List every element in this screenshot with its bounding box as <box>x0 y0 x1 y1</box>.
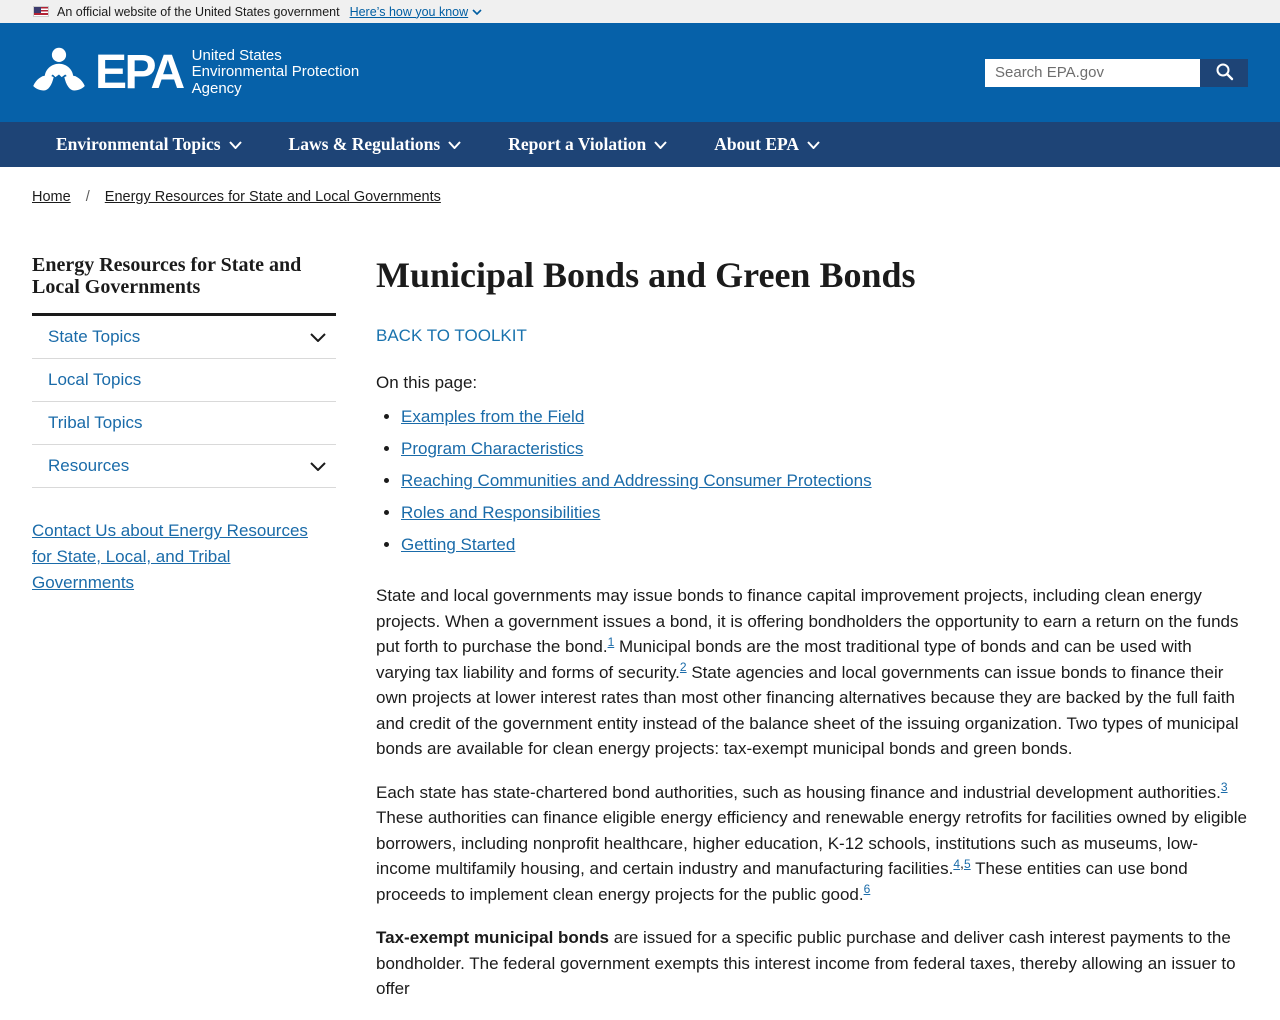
tagline-line: Agency <box>191 79 242 97</box>
nav-item-label: About EPA <box>714 134 800 154</box>
nav-item-environmental-topics[interactable] <box>56 134 242 155</box>
nav-item-label: Environmental Topics <box>56 134 221 154</box>
page-title: Municipal Bonds and Green Bonds <box>376 255 916 295</box>
sidebar-item-label: Resources <box>48 456 130 475</box>
footnote-refs <box>680 659 687 675</box>
toc-link-reaching-communities-and-addressing-consumer-protections[interactable]: Reaching Communities and Addressing Consumer Protections <box>401 471 872 491</box>
sidebar-item-resources <box>32 445 336 488</box>
footnote-refs <box>1221 779 1228 795</box>
toc-item <box>401 439 1248 459</box>
sidebar-title: Energy Resources for State and Local Governments <box>32 254 302 298</box>
breadcrumb-home-link[interactable]: Home <box>32 189 71 205</box>
tagline-line: United States <box>191 46 282 64</box>
sidebar-item-tribal-topics <box>32 402 336 445</box>
footnote-refs <box>864 881 871 897</box>
sidebar-item-local-topics <box>32 359 336 402</box>
epa-wordmark: EPA <box>95 45 183 99</box>
footnote-link-4[interactable]: 4 <box>953 856 961 871</box>
footnote-refs: 4,5 <box>953 855 971 872</box>
epa-flower-icon <box>32 46 86 99</box>
nav-item-label: Laws & Regulations <box>288 134 441 154</box>
sidebar-item-label: State Topics <box>48 327 141 346</box>
sidebar-item-label: Local Topics <box>48 370 142 389</box>
toc-link-getting-started[interactable]: Getting Started <box>401 535 516 555</box>
article-body <box>376 583 1248 1002</box>
banner-link-label: Here’s how you know <box>349 4 469 19</box>
content-area <box>0 205 1280 1020</box>
search-input[interactable] <box>985 59 1200 87</box>
site-header <box>0 23 1280 122</box>
contact-us-link[interactable]: Contact Us about Energy Resources for State, Local, and Tribal Governments <box>32 521 308 592</box>
epa-tagline <box>192 48 360 98</box>
sidebar-item-state-topics <box>32 316 336 359</box>
chevron-down-icon <box>807 141 820 149</box>
back-to-toolkit-link[interactable]: BACK TO TOOLKIT <box>376 326 527 346</box>
primary-nav <box>0 122 1280 167</box>
breadcrumb-current-link[interactable]: Energy Resources for State and Local Governments <box>104 189 441 205</box>
sidebar-nav-list <box>32 313 336 488</box>
nav-item-report-a-violation[interactable] <box>508 134 667 155</box>
paragraph: Tax-exempt municipal bonds are issued for a specific public purchase and deliver cash interest payments to the bondholder. The federal government exempts this interest income from federal taxes, thereby allowing an issuer to offer <box>376 928 1236 999</box>
chevron-down-icon <box>310 462 326 471</box>
paragraph: State and local governments may issue bonds to finance capital improvement projects, including clean energy projects. When a government issues a bond, it is offering bondholders the opportunity to earn a return on the funds put forth to purchase the bond.$^1$ Municipal bonds are the most traditional type of bonds and can be used with varying tax liability and forms of security.$^2$ State agencies and local governments can issue bonds to finance their own projects at lower interest rates than most other financing alternatives because they are backed by the full faith and credit of the government entity instead of the balance sheet of the issuing organization. Two types of municipal bonds are available for clean energy projects: tax-exempt municipal bonds and green bonds. <box>376 586 1239 759</box>
epa-logo[interactable] <box>32 46 359 99</box>
toc-link-program-characteristics[interactable]: Program Characteristics <box>401 439 584 459</box>
on-this-page-list <box>376 407 1248 555</box>
us-flag-icon <box>33 6 49 17</box>
footnote-link-3[interactable]: 3 <box>1220 780 1228 795</box>
footnote-link-6[interactable]: 6 <box>863 882 871 897</box>
sidebar-link-local-topics[interactable] <box>32 359 336 401</box>
main-content <box>376 255 1248 1020</box>
chevron-down-icon <box>472 9 482 15</box>
toc-item <box>401 503 1248 523</box>
footnote-refs <box>608 634 615 650</box>
footnote-link-5[interactable]: 5 <box>963 856 971 871</box>
toc-link-examples-from-the-field[interactable]: Examples from the Field <box>401 407 585 427</box>
sidebar-link-state-topics[interactable] <box>32 316 336 358</box>
sidebar <box>32 255 336 596</box>
toc-link-roles-and-responsibilities[interactable]: Roles and Responsibilities <box>401 503 601 523</box>
banner-text: An official website of the United States government <box>57 4 340 19</box>
gov-banner <box>0 0 1280 23</box>
breadcrumb-separator: / <box>85 189 90 205</box>
nav-item-about-epa[interactable] <box>714 134 820 155</box>
search-button[interactable] <box>1200 59 1248 87</box>
footnote-link-2[interactable]: 2 <box>679 660 687 675</box>
nav-item-label: Report a Violation <box>508 134 647 154</box>
tagline-line: Environmental Protection <box>191 63 360 81</box>
chevron-down-icon <box>654 141 667 149</box>
sidebar-link-resources[interactable] <box>32 445 336 487</box>
chevron-down-icon <box>229 141 242 149</box>
sidebar-link-tribal-topics[interactable] <box>32 402 336 444</box>
sidebar-item-label: Tribal Topics <box>48 413 143 432</box>
chevron-down-icon <box>310 333 326 342</box>
toc-item <box>401 407 1248 427</box>
footnote-link-1[interactable]: 1 <box>607 634 615 649</box>
on-this-page-label: On this page: <box>376 373 478 393</box>
toc-item <box>401 471 1248 491</box>
breadcrumb <box>0 167 1280 205</box>
chevron-down-icon <box>448 141 461 149</box>
heres-how-you-know-link[interactable] <box>350 5 483 19</box>
nav-item-laws-regulations[interactable] <box>289 134 462 155</box>
site-search <box>985 59 1248 87</box>
toc-item <box>401 535 1248 555</box>
bold-lead: Tax-exempt municipal bonds <box>376 928 610 948</box>
paragraph: Each state has state-chartered bond authorities, such as housing finance and industrial development authorities.$^3$ These authorities can finance eligible energy efficiency and renewable energy retrofits for facilities owned by eligible borrowers, including nonprofit healthcare, higher education, K-12 schools, institutions such as museums, low-income multifamily housing, and certain industry and manufacturing facilities.$^{4,5}$ These entities can use bond proceeds to implement clean energy projects for the public good.$^6$ <box>376 780 1247 904</box>
search-icon <box>1215 62 1234 84</box>
